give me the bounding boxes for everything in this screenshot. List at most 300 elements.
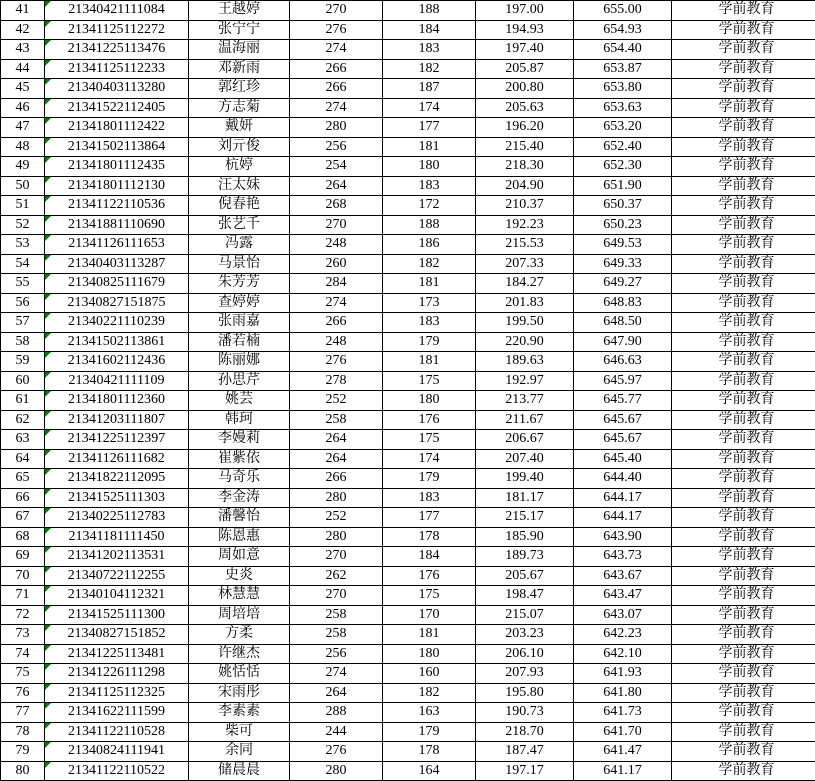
cell-score2: 183 xyxy=(383,176,476,196)
cell-name: 宋雨彤 xyxy=(189,683,290,703)
cell-major: 学前教育 xyxy=(672,371,815,391)
cell-score3: 187.47 xyxy=(476,742,574,762)
cell-name: 李金涛 xyxy=(189,488,290,508)
comment-flag-icon xyxy=(45,1,51,7)
comment-flag-icon xyxy=(45,177,51,183)
table-row xyxy=(1,79,815,99)
cell-id-text: 21340827151852 xyxy=(45,625,188,644)
cell-name: 张雨嘉 xyxy=(189,313,290,333)
cell-score2: 179 xyxy=(383,722,476,742)
cell-score2: 188 xyxy=(383,215,476,235)
table-row xyxy=(1,196,815,216)
cell-score3: 194.93 xyxy=(476,20,574,40)
cell-score2: 182 xyxy=(383,59,476,79)
cell-total: 645.77 xyxy=(574,391,672,411)
comment-flag-icon xyxy=(45,411,51,417)
cell-total: 641.80 xyxy=(574,683,672,703)
cell-score2: 184 xyxy=(383,547,476,567)
table-row xyxy=(1,274,815,294)
cell-name: 方志菊 xyxy=(189,98,290,118)
cell-index: 44 xyxy=(1,59,45,79)
comment-flag-icon xyxy=(45,294,51,300)
cell-total: 641.73 xyxy=(574,703,672,723)
comment-flag-icon xyxy=(45,567,51,573)
cell-score1: 264 xyxy=(290,683,383,703)
cell-score2: 180 xyxy=(383,644,476,664)
cell-score3: 204.90 xyxy=(476,176,574,196)
comment-flag-icon xyxy=(45,235,51,241)
cell-total: 645.97 xyxy=(574,371,672,391)
cell-score2: 183 xyxy=(383,313,476,333)
cell-index: 48 xyxy=(1,137,45,157)
cell-id-text: 21341622111599 xyxy=(45,703,188,722)
cell-score1: 262 xyxy=(290,566,383,586)
cell-score2: 183 xyxy=(383,40,476,60)
cell-id-text: 21341122110536 xyxy=(45,196,188,215)
cell-score3: 190.73 xyxy=(476,703,574,723)
cell-major: 学前教育 xyxy=(672,410,815,430)
cell-score3: 197.40 xyxy=(476,40,574,60)
cell-major: 学前教育 xyxy=(672,1,815,21)
cell-score3: 205.67 xyxy=(476,566,574,586)
cell-score1: 256 xyxy=(290,137,383,157)
cell-major: 学前教育 xyxy=(672,157,815,177)
cell-id-text: 21341225113481 xyxy=(45,645,188,664)
cell-score2: 181 xyxy=(383,352,476,372)
cell-name: 潘馨怡 xyxy=(189,508,290,528)
cell-id xyxy=(45,742,189,762)
cell-score3: 199.50 xyxy=(476,313,574,333)
cell-total: 654.93 xyxy=(574,20,672,40)
cell-index: 64 xyxy=(1,449,45,469)
cell-major: 学前教育 xyxy=(672,391,815,411)
cell-name: 余同 xyxy=(189,742,290,762)
cell-score1: 264 xyxy=(290,176,383,196)
cell-index: 80 xyxy=(1,761,45,781)
cell-id xyxy=(45,391,189,411)
comment-flag-icon xyxy=(45,625,51,631)
cell-score1: 248 xyxy=(290,332,383,352)
cell-major: 学前教育 xyxy=(672,274,815,294)
cell-total: 649.53 xyxy=(574,235,672,255)
table-row xyxy=(1,449,815,469)
cell-score1: 278 xyxy=(290,371,383,391)
cell-score2: 179 xyxy=(383,332,476,352)
cell-name: 许继杰 xyxy=(189,644,290,664)
cell-major: 学前教育 xyxy=(672,683,815,703)
cell-id-text: 21341202113531 xyxy=(45,547,188,566)
cell-score2: 176 xyxy=(383,410,476,430)
cell-name: 温海丽 xyxy=(189,40,290,60)
cell-score3: 200.80 xyxy=(476,79,574,99)
cell-score3: 207.93 xyxy=(476,664,574,684)
cell-major: 学前教育 xyxy=(672,332,815,352)
cell-score1: 256 xyxy=(290,644,383,664)
cell-id-text: 21341525111300 xyxy=(45,606,188,625)
cell-score3: 207.33 xyxy=(476,254,574,274)
cell-index: 53 xyxy=(1,235,45,255)
cell-major: 学前教育 xyxy=(672,547,815,567)
comment-flag-icon xyxy=(45,508,51,514)
cell-score3: 201.83 xyxy=(476,293,574,313)
cell-total: 653.20 xyxy=(574,118,672,138)
cell-score1: 252 xyxy=(290,508,383,528)
cell-score1: 260 xyxy=(290,254,383,274)
cell-id xyxy=(45,469,189,489)
cell-score1: 266 xyxy=(290,79,383,99)
cell-index: 79 xyxy=(1,742,45,762)
table-row xyxy=(1,118,815,138)
cell-id xyxy=(45,683,189,703)
cell-id xyxy=(45,313,189,333)
cell-score1: 254 xyxy=(290,157,383,177)
cell-name: 郭红珍 xyxy=(189,79,290,99)
cell-name: 柴可 xyxy=(189,722,290,742)
table-row xyxy=(1,40,815,60)
cell-total: 652.40 xyxy=(574,137,672,157)
table-row xyxy=(1,625,815,645)
cell-id xyxy=(45,118,189,138)
table-row xyxy=(1,352,815,372)
table-row xyxy=(1,469,815,489)
cell-id xyxy=(45,664,189,684)
cell-index: 45 xyxy=(1,79,45,99)
cell-score1: 252 xyxy=(290,391,383,411)
cell-score2: 182 xyxy=(383,254,476,274)
cell-score2: 181 xyxy=(383,274,476,294)
cell-total: 641.47 xyxy=(574,742,672,762)
cell-name: 姚恬恬 xyxy=(189,664,290,684)
cell-name: 陈丽娜 xyxy=(189,352,290,372)
table-row xyxy=(1,683,815,703)
cell-index: 55 xyxy=(1,274,45,294)
comment-flag-icon xyxy=(45,313,51,319)
table-row xyxy=(1,176,815,196)
cell-score3: 213.77 xyxy=(476,391,574,411)
table-row xyxy=(1,59,815,79)
cell-score3: 215.53 xyxy=(476,235,574,255)
cell-id xyxy=(45,703,189,723)
cell-major: 学前教育 xyxy=(672,566,815,586)
cell-major: 学前教育 xyxy=(672,430,815,450)
cell-index: 76 xyxy=(1,683,45,703)
cell-index: 60 xyxy=(1,371,45,391)
cell-major: 学前教育 xyxy=(672,137,815,157)
cell-total: 643.07 xyxy=(574,605,672,625)
comment-flag-icon xyxy=(45,489,51,495)
cell-index: 57 xyxy=(1,313,45,333)
cell-id-text: 21341602112436 xyxy=(45,352,188,371)
cell-id-text: 21340827151875 xyxy=(45,294,188,313)
table-row xyxy=(1,508,815,528)
cell-score1: 270 xyxy=(290,586,383,606)
cell-major: 学前教育 xyxy=(672,508,815,528)
cell-score1: 276 xyxy=(290,20,383,40)
cell-score1: 258 xyxy=(290,410,383,430)
cell-id-text: 21340104112321 xyxy=(45,586,188,605)
cell-name: 王越婷 xyxy=(189,1,290,21)
cell-major: 学前教育 xyxy=(672,761,815,781)
cell-score1: 270 xyxy=(290,215,383,235)
cell-id-text: 21340403113280 xyxy=(45,79,188,98)
cell-index: 54 xyxy=(1,254,45,274)
cell-index: 73 xyxy=(1,625,45,645)
comment-flag-icon xyxy=(45,352,51,358)
cell-id xyxy=(45,235,189,255)
cell-id xyxy=(45,527,189,547)
cell-total: 648.83 xyxy=(574,293,672,313)
cell-major: 学前教育 xyxy=(672,20,815,40)
cell-score2: 174 xyxy=(383,449,476,469)
cell-score1: 266 xyxy=(290,469,383,489)
cell-score1: 248 xyxy=(290,235,383,255)
cell-index: 69 xyxy=(1,547,45,567)
cell-index: 63 xyxy=(1,430,45,450)
cell-total: 641.93 xyxy=(574,664,672,684)
cell-id xyxy=(45,430,189,450)
cell-major: 学前教育 xyxy=(672,79,815,99)
cell-id-text: 21341126111682 xyxy=(45,450,188,469)
cell-total: 641.17 xyxy=(574,761,672,781)
table-row xyxy=(1,547,815,567)
cell-id-text: 21340824111941 xyxy=(45,742,188,761)
cell-major: 学前教育 xyxy=(672,352,815,372)
cell-index: 49 xyxy=(1,157,45,177)
cell-name: 刘亓俊 xyxy=(189,137,290,157)
cell-id xyxy=(45,605,189,625)
cell-id xyxy=(45,137,189,157)
cell-id-text: 21341502113864 xyxy=(45,138,188,157)
cell-id-text: 21341126111653 xyxy=(45,235,188,254)
table-row xyxy=(1,293,815,313)
cell-score3: 192.23 xyxy=(476,215,574,235)
cell-name: 储晨晨 xyxy=(189,761,290,781)
cell-score2: 188 xyxy=(383,1,476,21)
comment-flag-icon xyxy=(45,333,51,339)
cell-score3: 207.40 xyxy=(476,449,574,469)
cell-index: 41 xyxy=(1,1,45,21)
cell-total: 650.37 xyxy=(574,196,672,216)
cell-id xyxy=(45,40,189,60)
comment-flag-icon xyxy=(45,216,51,222)
cell-score3: 206.67 xyxy=(476,430,574,450)
cell-index: 78 xyxy=(1,722,45,742)
cell-name: 邓新雨 xyxy=(189,59,290,79)
cell-id-text: 21341181111450 xyxy=(45,528,188,547)
cell-score3: 215.17 xyxy=(476,508,574,528)
cell-major: 学前教育 xyxy=(672,742,815,762)
cell-score1: 284 xyxy=(290,274,383,294)
cell-total: 645.67 xyxy=(574,410,672,430)
table-row xyxy=(1,215,815,235)
table-row xyxy=(1,313,815,333)
cell-index: 59 xyxy=(1,352,45,372)
cell-id-text: 21341801112435 xyxy=(45,157,188,176)
cell-score2: 184 xyxy=(383,20,476,40)
cell-name: 张艺千 xyxy=(189,215,290,235)
cell-score3: 218.70 xyxy=(476,722,574,742)
cell-id-text: 21341122110528 xyxy=(45,723,188,742)
cell-name: 陈恩惠 xyxy=(189,527,290,547)
cell-id-text: 21341822112095 xyxy=(45,469,188,488)
table-body xyxy=(1,1,815,781)
cell-score1: 270 xyxy=(290,1,383,21)
cell-score1: 274 xyxy=(290,293,383,313)
cell-score2: 178 xyxy=(383,527,476,547)
table-row xyxy=(1,742,815,762)
cell-id-text: 21340221110239 xyxy=(45,313,188,332)
cell-id xyxy=(45,566,189,586)
cell-index: 62 xyxy=(1,410,45,430)
cell-score2: 175 xyxy=(383,586,476,606)
cell-id-text: 21341801112360 xyxy=(45,391,188,410)
cell-score2: 160 xyxy=(383,664,476,684)
cell-score3: 199.40 xyxy=(476,469,574,489)
cell-name: 朱芳芳 xyxy=(189,274,290,294)
cell-major: 学前教育 xyxy=(672,605,815,625)
cell-score1: 274 xyxy=(290,98,383,118)
cell-name: 林慧慧 xyxy=(189,586,290,606)
cell-name: 崔紫依 xyxy=(189,449,290,469)
comment-flag-icon xyxy=(45,684,51,690)
cell-score1: 268 xyxy=(290,196,383,216)
cell-total: 643.47 xyxy=(574,586,672,606)
cell-score2: 182 xyxy=(383,683,476,703)
cell-total: 650.23 xyxy=(574,215,672,235)
cell-score1: 288 xyxy=(290,703,383,723)
cell-index: 56 xyxy=(1,293,45,313)
cell-score2: 172 xyxy=(383,196,476,216)
cell-id xyxy=(45,98,189,118)
cell-score1: 244 xyxy=(290,722,383,742)
cell-score2: 174 xyxy=(383,98,476,118)
cell-id-text: 21341203111807 xyxy=(45,411,188,430)
comment-flag-icon xyxy=(45,60,51,66)
cell-index: 46 xyxy=(1,98,45,118)
cell-name: 查婷婷 xyxy=(189,293,290,313)
cell-id-text: 21341226111298 xyxy=(45,664,188,683)
cell-score3: 220.90 xyxy=(476,332,574,352)
cell-total: 642.23 xyxy=(574,625,672,645)
cell-score3: 196.20 xyxy=(476,118,574,138)
cell-total: 649.33 xyxy=(574,254,672,274)
table-row xyxy=(1,391,815,411)
table-row xyxy=(1,761,815,781)
cell-score2: 176 xyxy=(383,566,476,586)
cell-id xyxy=(45,371,189,391)
cell-id-text: 21341502113861 xyxy=(45,333,188,352)
cell-score2: 173 xyxy=(383,293,476,313)
cell-index: 67 xyxy=(1,508,45,528)
cell-score1: 280 xyxy=(290,488,383,508)
cell-total: 643.73 xyxy=(574,547,672,567)
cell-total: 645.40 xyxy=(574,449,672,469)
cell-index: 74 xyxy=(1,644,45,664)
cell-score2: 180 xyxy=(383,157,476,177)
cell-name: 周如意 xyxy=(189,547,290,567)
cell-score3: 205.87 xyxy=(476,59,574,79)
cell-id xyxy=(45,332,189,352)
cell-id xyxy=(45,1,189,21)
comment-flag-icon xyxy=(45,742,51,748)
cell-total: 644.17 xyxy=(574,508,672,528)
cell-score3: 192.97 xyxy=(476,371,574,391)
cell-total: 654.40 xyxy=(574,40,672,60)
cell-id-text: 21341522112405 xyxy=(45,99,188,118)
comment-flag-icon xyxy=(45,450,51,456)
cell-score2: 179 xyxy=(383,469,476,489)
cell-major: 学前教育 xyxy=(672,215,815,235)
cell-index: 65 xyxy=(1,469,45,489)
table-row xyxy=(1,430,815,450)
cell-score2: 164 xyxy=(383,761,476,781)
cell-major: 学前教育 xyxy=(672,40,815,60)
comment-flag-icon xyxy=(45,606,51,612)
cell-score1: 276 xyxy=(290,742,383,762)
cell-score1: 264 xyxy=(290,430,383,450)
table-row xyxy=(1,586,815,606)
comment-flag-icon xyxy=(45,118,51,124)
cell-index: 75 xyxy=(1,664,45,684)
cell-major: 学前教育 xyxy=(672,313,815,333)
cell-id xyxy=(45,722,189,742)
cell-index: 70 xyxy=(1,566,45,586)
comment-flag-icon xyxy=(45,528,51,534)
cell-score2: 170 xyxy=(383,605,476,625)
table-row xyxy=(1,605,815,625)
cell-id xyxy=(45,547,189,567)
cell-score3: 198.47 xyxy=(476,586,574,606)
cell-score1: 266 xyxy=(290,59,383,79)
cell-score2: 186 xyxy=(383,235,476,255)
table-row xyxy=(1,157,815,177)
cell-total: 644.40 xyxy=(574,469,672,489)
cell-id xyxy=(45,59,189,79)
cell-id-text: 21341125112233 xyxy=(45,60,188,79)
cell-id-text: 21340421111109 xyxy=(45,372,188,391)
cell-total: 646.63 xyxy=(574,352,672,372)
cell-index: 71 xyxy=(1,586,45,606)
comment-flag-icon xyxy=(45,79,51,85)
cell-total: 649.27 xyxy=(574,274,672,294)
cell-id xyxy=(45,625,189,645)
cell-id-text: 21341125112272 xyxy=(45,21,188,40)
cell-index: 47 xyxy=(1,118,45,138)
cell-name: 张宁宁 xyxy=(189,20,290,40)
cell-total: 643.90 xyxy=(574,527,672,547)
table-row xyxy=(1,488,815,508)
cell-name: 周培培 xyxy=(189,605,290,625)
cell-total: 642.10 xyxy=(574,644,672,664)
cell-id xyxy=(45,410,189,430)
cell-major: 学前教育 xyxy=(672,625,815,645)
comment-flag-icon xyxy=(45,372,51,378)
cell-name: 冯露 xyxy=(189,235,290,255)
cell-id-text: 21340825111679 xyxy=(45,274,188,293)
comment-flag-icon xyxy=(45,703,51,709)
cell-index: 42 xyxy=(1,20,45,40)
cell-score1: 276 xyxy=(290,352,383,372)
cell-total: 653.80 xyxy=(574,79,672,99)
table-row xyxy=(1,98,815,118)
comment-flag-icon xyxy=(45,21,51,27)
table-row xyxy=(1,254,815,274)
cell-id-text: 21340421111084 xyxy=(45,1,188,20)
cell-name: 马奇乐 xyxy=(189,469,290,489)
cell-score1: 280 xyxy=(290,761,383,781)
cell-name: 方柔 xyxy=(189,625,290,645)
cell-total: 648.50 xyxy=(574,313,672,333)
